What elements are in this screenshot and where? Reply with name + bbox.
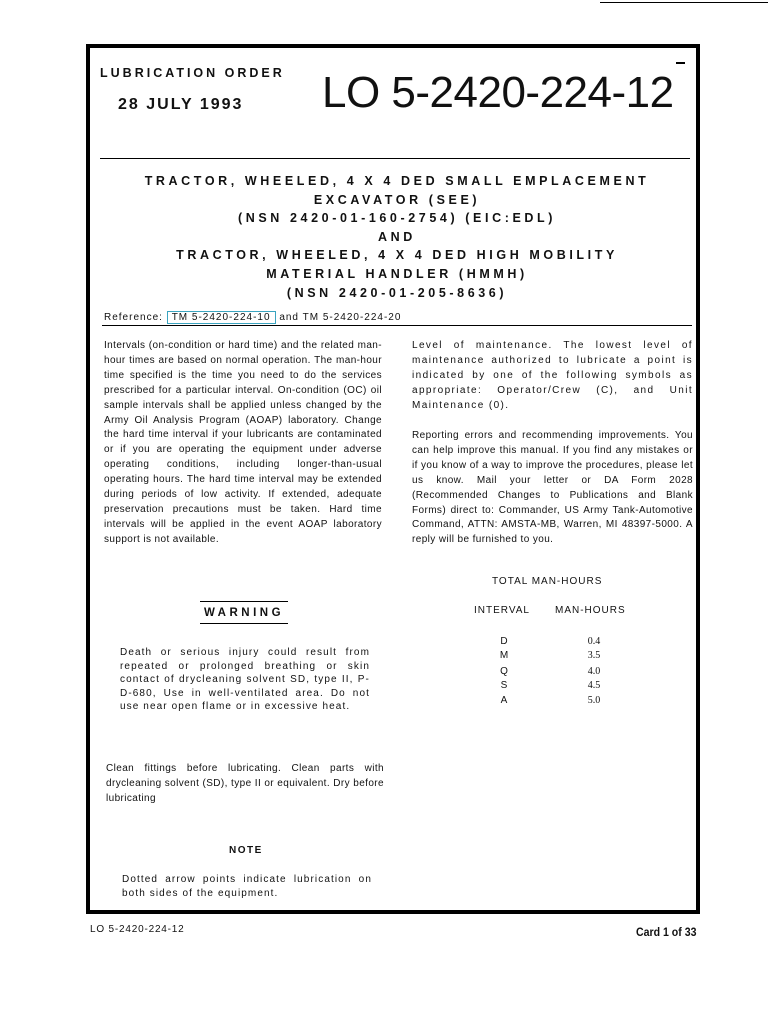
man-hours-value: 3.5 bbox=[587, 650, 601, 661]
equipment-title-block bbox=[100, 172, 694, 302]
warning-rule-top bbox=[200, 601, 288, 602]
header-divider bbox=[100, 158, 690, 159]
warning-text: Death or serious injury could result from repeated or prolonged breathing or skin contact of drycleaning solvent SD, type II, P-D-680, Use in well-ventilated area. Do not use near open flame or in excessive heat. bbox=[120, 647, 370, 713]
man-hours-column-header: MAN-HOURS bbox=[555, 605, 626, 616]
interval-code: S bbox=[500, 680, 508, 691]
title-line: TRACTOR, WHEELED, 4 X 4 DED HIGH MOBILITY bbox=[176, 248, 618, 263]
warning-heading: WARNING bbox=[203, 607, 285, 619]
title-line: MATERIAL HANDLER (HMMH) bbox=[266, 266, 528, 281]
level-of-maintenance-paragraph: Level of maintenance. The lowest level of maintenance authorized to lubricate a point is indicated by one of the following symbols as appropriate: Operator/Crew (C), and Unit Maintenance (0). bbox=[412, 340, 693, 411]
title-line: (NSN 2420-01-205-8636) bbox=[286, 285, 508, 300]
man-hours-value: 4.5 bbox=[587, 680, 601, 691]
man-hours-value: 0.4 bbox=[587, 636, 601, 647]
footer-card-number: Card 1 of 33 bbox=[636, 925, 697, 939]
reference-divider bbox=[102, 325, 692, 326]
interval-code: A bbox=[500, 695, 508, 706]
corner-tick-mark bbox=[676, 62, 685, 64]
interval-column-header: INTERVAL bbox=[474, 605, 530, 616]
note-heading: NOTE bbox=[229, 845, 263, 856]
lo-number-heading: LO 5-2420-224-12 bbox=[322, 68, 674, 117]
reference-tm-unit: TM 5-2420-224-20 bbox=[302, 312, 402, 323]
reporting-errors-paragraph: Reporting errors and recommending improvements. You can help improve this manual. If you find any mistakes or if you know of a way to improve the procedures, please let us know. Mail your letter or DA Form 2028 (Recommended Changes to Publications and Blank Forms) direct to: Commander, US Army Tank-Automotive Command, ATTN: AMSTA-MB, Warren, MI 48397-5000. A reply will be furnished to you. bbox=[412, 430, 693, 546]
interval-code: D bbox=[500, 636, 508, 647]
reference-conjunction: and bbox=[279, 312, 299, 323]
intervals-paragraph: Intervals (on-condition or hard time) and the related man-hour times are based on normal operation. The man-hour time specified is the time you need to do the services prescribed for a particular interval. On-condition (OC) oil sample intervals shall be applied unless changed by the Army Oil Analysis Program (AOAP) laboratory. Change the hard time interval if your lubricants are contaminated or if you are operating the equipment under adverse operating conditions, including longer-than-usual operating hours. The hard time interval may be extended during periods of low activity. If extended, adequate preservation precautions must be taken. Hard time intervals will be applied in the event AOAP laboratory support is not available. bbox=[104, 340, 382, 545]
title-line: AND bbox=[378, 229, 416, 244]
man-hours-value: 4.0 bbox=[587, 666, 601, 677]
title-line: TRACTOR, WHEELED, 4 X 4 DED SMALL EMPLACEMENT bbox=[144, 174, 650, 188]
reference-tm-operator-link[interactable]: TM 5-2420-224-10 bbox=[167, 311, 276, 324]
interval-code: M bbox=[499, 650, 509, 661]
doc-type-label: LUBRICATION ORDER bbox=[100, 66, 285, 80]
man-hours-value: 5.0 bbox=[587, 695, 601, 706]
note-text: Dotted arrow points indicate lubrication on both sides of the equipment. bbox=[122, 874, 372, 899]
top-edge-rule bbox=[600, 2, 768, 3]
title-line: EXCAVATOR (SEE) bbox=[313, 192, 481, 207]
reference-line bbox=[104, 312, 401, 323]
reference-label: Reference: bbox=[104, 312, 163, 323]
doc-date: 28 JULY 1993 bbox=[118, 96, 244, 113]
title-line: (NSN 2420-01-160-2754) (EIC:EDL) bbox=[237, 211, 557, 226]
total-man-hours-heading: TOTAL MAN-HOURS bbox=[492, 576, 603, 587]
footer-lo-number: LO 5-2420-224-12 bbox=[90, 924, 185, 935]
interval-code: Q bbox=[500, 666, 508, 677]
cleaning-instructions: Clean fittings before lubricating. Clean parts with drycleaning solvent (SD), type II or equivalent. Dry before lubricating bbox=[106, 763, 384, 804]
warning-rule-bottom bbox=[200, 623, 288, 624]
